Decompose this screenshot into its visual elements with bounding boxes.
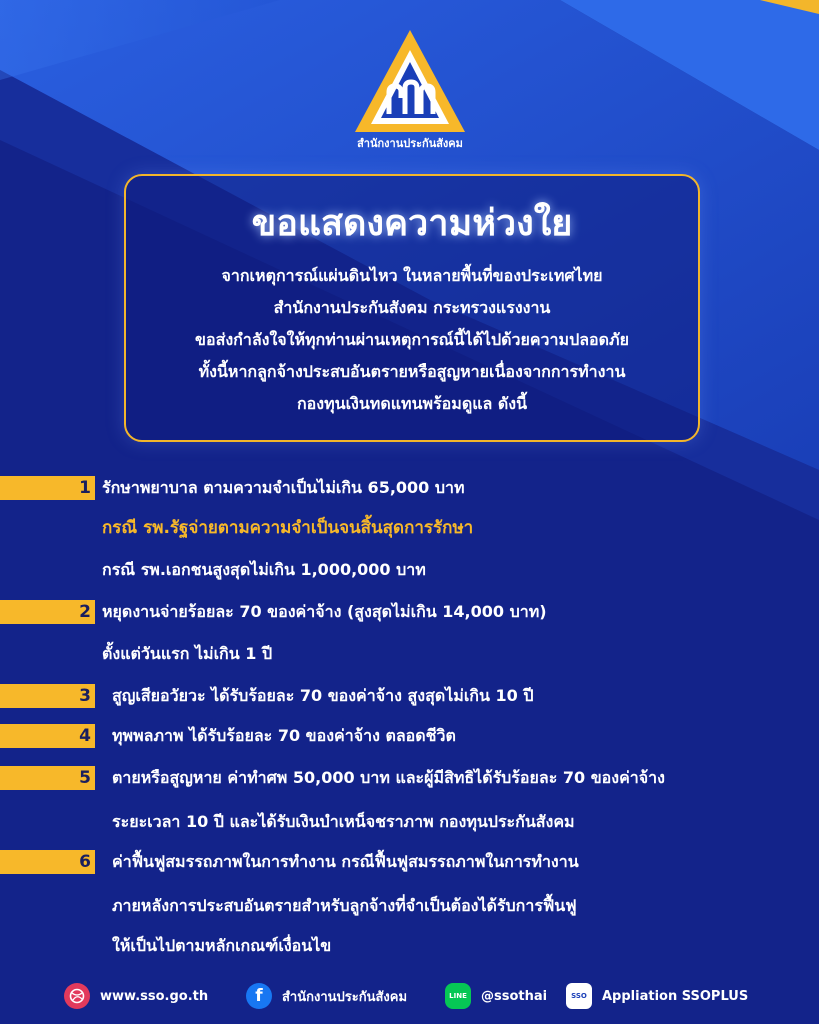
benefit-3-line-1: สูญเสียอวัยวะ ได้รับร้อยละ 70 ของค่าจ้าง สูงสุดไม่เกิน 10 ปี <box>112 686 534 705</box>
sso-logo <box>345 28 475 153</box>
benefit-number-6: 6 <box>0 850 95 874</box>
sso-triangle-emblem <box>353 28 467 136</box>
benefit-5-line-2: ระยะเวลา 10 ปี และได้รับเงินบำเหน็จชราภาพ กองทุนประกันสังคม <box>112 812 575 831</box>
message-line-2: สำนักงานประกันสังคม กระทรวงแรงงาน <box>273 298 551 317</box>
facebook-icon: f <box>246 983 272 1009</box>
footer-facebook[interactable] <box>246 982 407 1010</box>
app-label[interactable]: Appliation SSOPLUS <box>602 988 749 1004</box>
footer-app[interactable] <box>566 982 748 1010</box>
benefit-number-1: 1 <box>0 476 95 500</box>
website-label[interactable]: www.sso.go.th <box>100 988 209 1004</box>
footer-website[interactable] <box>64 982 208 1010</box>
benefit-4-line-1: ทุพพลภาพ ได้รับร้อยละ 70 ของค่าจ้าง ตลอดชีวิต <box>112 726 456 745</box>
benefit-6-line-3: ให้เป็นไปตามหลักเกณฑ์เงื่อนไข <box>112 936 332 955</box>
benefit-2-line-2: ตั้งแต่วันแรก ไม่เกิน 1 ปี <box>102 644 273 663</box>
benefit-number-5: 5 <box>0 766 95 790</box>
line-label[interactable]: @ssothai <box>481 988 548 1004</box>
benefit-number-2: 2 <box>0 600 95 624</box>
message-title: ขอแสดงความห่วงใย <box>251 203 573 244</box>
benefit-1-line-3: กรณี รพ.เอกชนสูงสุดไม่เกิน 1,000,000 บาท <box>102 560 426 579</box>
benefit-1-line-2: กรณี รพ.รัฐจ่ายตามความจำเป็นจนสิ้นสุดการรักษา <box>102 518 474 538</box>
message-line-1: จากเหตุการณ์แผ่นดินไหว ในหลายพื้นที่ของประเทศไทย <box>221 266 603 285</box>
logo-caption: สำนักงานประกันสังคม <box>357 137 463 150</box>
message-line-4: ทั้งนี้หากลูกจ้างประสบอันตรายหรือสูญหายเนื่องจากการทำงาน <box>198 362 626 381</box>
message-line-5: กองทุนเงินทดแทนพร้อมดูแล ดังนี้ <box>296 394 528 413</box>
benefit-number-3: 3 <box>0 684 95 708</box>
benefit-5-line-1: ตายหรือสูญหาย ค่าทำศพ 50,000 บาท และผู้มีสิทธิได้รับร้อยละ 70 ของค่าจ้าง <box>112 768 665 787</box>
benefit-2-line-1: หยุดงานจ่ายร้อยละ 70 ของค่าจ้าง (สูงสุดไม่เกิน 14,000 บาท) <box>102 602 547 621</box>
message-line-3: ขอส่งกำลังใจให้ทุกท่านผ่านเหตุการณ์นี้ได้ไปด้วยความปลอดภัย <box>195 330 629 349</box>
web-icon <box>64 983 90 1009</box>
benefit-number-4: 4 <box>0 724 95 748</box>
benefit-6-line-1: ค่าฟื้นฟูสมรรถภาพในการทำงาน กรณีฟื้นฟูสมรรถภาพในการทำงาน <box>112 852 579 871</box>
app-icon: SSO <box>566 983 592 1009</box>
benefit-1-line-1: รักษาพยาบาล ตามความจำเป็นไม่เกิน 65,000 บาท <box>102 478 465 497</box>
concern-message-box <box>124 174 700 442</box>
facebook-label[interactable]: สำนักงานประกันสังคม <box>282 989 408 1005</box>
benefit-6-line-2: ภายหลังการประสบอันตรายสำหรับลูกจ้างที่จำเป็นต้องได้รับการฟื้นฟู <box>112 896 577 915</box>
line-icon: LINE <box>445 983 471 1009</box>
footer-line[interactable] <box>445 982 547 1010</box>
